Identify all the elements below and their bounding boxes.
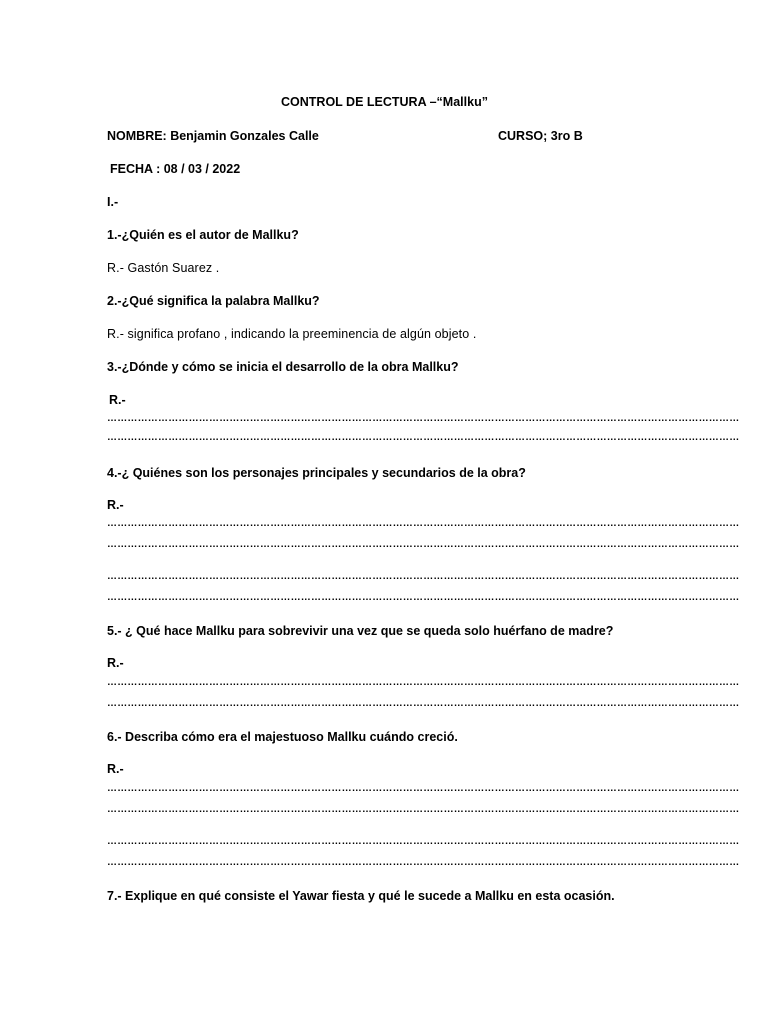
answer-6-label: R.- xyxy=(107,762,124,776)
page-title: CONTROL DE LECTURA –“Mallku” xyxy=(281,95,488,109)
answer-line: …………………………………………………………………………………………………………………………………………………………………… xyxy=(107,836,740,847)
answer-4-label: R.- xyxy=(107,498,124,512)
answer-line: …………………………………………………………………………………………………………………………………………………………………… xyxy=(107,804,740,815)
answer-line: …………………………………………………………………………………………………………………………………………………………………… xyxy=(107,677,740,688)
answer-3-label: R.- xyxy=(109,393,126,407)
answer-line: …………………………………………………………………………………………………………………………………………………………………… xyxy=(107,783,740,794)
answer-line: …………………………………………………………………………………………………………………………………………………………………… xyxy=(107,592,740,603)
question-7: 7.- Explique en qué consiste el Yawar fiesta y qué le sucede a Mallku en esta ocasión. xyxy=(107,889,615,903)
section-number: I.- xyxy=(107,195,119,209)
answer-line: …………………………………………………………………………………………………………………………………………………………………… xyxy=(107,698,740,709)
answer-5-label: R.- xyxy=(107,656,124,670)
answer-line: …………………………………………………………………………………………………………………………………………………………………… xyxy=(107,518,740,529)
question-1: 1.-¿Quién es el autor de Mallku? xyxy=(107,228,299,242)
answer-line: …………………………………………………………………………………………………………………………………………………………………… xyxy=(107,571,740,582)
answer-line: …………………………………………………………………………………………………………………………………………………………………… xyxy=(107,857,740,868)
answer-1: R.- Gastón Suarez . xyxy=(107,261,220,275)
question-5: 5.- ¿ Qué hace Mallku para sobrevivir una vez que se queda solo huérfano de madre? xyxy=(107,624,614,638)
question-6: 6.- Describa cómo era el majestuoso Mallku cuándo creció. xyxy=(107,730,458,744)
question-2: 2.-¿Qué significa la palabra Mallku? xyxy=(107,294,320,308)
answer-line: …………………………………………………………………………………………………………………………………………………………………… xyxy=(107,432,740,443)
student-name: NOMBRE: Benjamin Gonzales Calle xyxy=(107,129,319,143)
course-label: CURSO; 3ro B xyxy=(498,129,583,143)
answer-line: …………………………………………………………………………………………………………………………………………………………………… xyxy=(107,413,740,424)
date-label: FECHA : 08 / 03 / 2022 xyxy=(110,162,241,176)
answer-line: …………………………………………………………………………………………………………………………………………………………………… xyxy=(107,539,740,550)
answer-2: R.- significa profano , indicando la preeminencia de algún objeto . xyxy=(107,327,477,341)
question-3: 3.-¿Dónde y cómo se inicia el desarrollo de la obra Mallku? xyxy=(107,360,459,374)
question-4: 4.-¿ Quiénes son los personajes principales y secundarios de la obra? xyxy=(107,466,526,480)
